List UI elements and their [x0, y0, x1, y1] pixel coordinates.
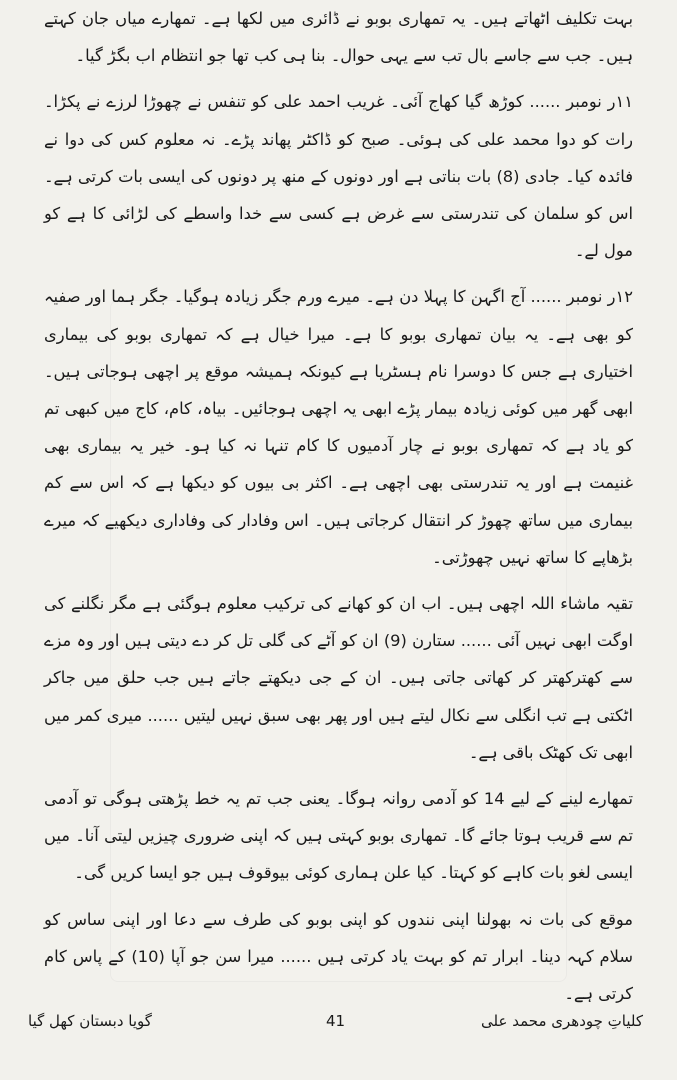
paragraph-6: موقع کی بات نہ بھولنا اپنی نندوں کو اپنی بوبو کی طرف سے دعا اور اپنی ساس کو سلام کہہ دینا۔ ابرار تم کو بہت یاد کرتی ہیں ...... میرا سن جو آپا (10) کے پاس کام کرتی ہے۔: [44, 909, 633, 1004]
page-number: 41: [325, 1012, 346, 1030]
paragraph-4: تقیہ ماشاء اللہ اچھی ہیں۔ اب ان کو کھانے کی ترکیب معلوم ہوگئی ہے مگر نگلنے کی اوگت ابھی نہیں آئی ...... ستارن (9) ان کو آٹے کی گلی تل کر دے دیتی ہیں اور وہ مزے سے کھترکھتر کر کھاتی جاتی ہیں۔ ان کے جی دیکھتے جاتے ہیں جب حلق میں جاکر اٹکتی ہے تب انگلی سے نکال لیتے ہیں اور پھر بھی سبق نہیں لیتیں ...... میری کمر میں ابھی تک کھٹک باقی ہے۔: [44, 594, 633, 762]
page-body-text: [44, 0, 633, 1012]
chapter-title: گویا دبستان کھل گیا: [28, 1012, 152, 1030]
paragraph-1: بہت تکلیف اٹھاتے ہیں۔ یہ تمھاری بوبو نے ڈائری میں لکھا ہے۔ تمھارے میاں جان کہتے ہیں۔ جب سے جاسے بال تب سے یہی حوال۔ بنا ہی کب تھا جو انتظام اب بگڑ گیا۔: [44, 9, 633, 66]
paragraph-5: تمھارے لینے کے لیے 14 کو آدمی روانہ ہوگا۔ یعنی جب تم یہ خط پڑھتی ہوگی تو آدمی تم سے قریب ہوتا جائے گا۔ تمھاری بوبو کہتی ہیں کہ اپنی ضروری چیزیں لیتی آنا۔ میں ایسی لغو بات کاہے کو کہتا۔ کیا علن ہماری کوئی بیوقوف ہیں جو ایسا کریں گی۔: [44, 789, 633, 883]
page-footer: [28, 1003, 643, 1039]
paragraph-2: ۱۱ر نومبر ...... کوڑھ گیا کھاج آئی۔ غریب احمد علی کو تنفس نے چھوڑا لرزے نے پکڑا۔ رات کو دوا محمد علی کی ہوئی۔ صبح کو ڈاکٹر پھاند پڑے۔ نہ معلوم کس کی دوا نے فائدہ کیا۔ جادی (8) بات بناتی ہے اور دونوں کے منھ پر دونوں کی ایسی بات کرتی ہے۔ اس کو سلمان کی تندرستی سے غرض ہے کسی سے خدا واسطے کی لڑائی کا ہے کو مول لے۔: [44, 92, 633, 261]
paragraph-3: ۱۲ر نومبر ...... آج اگہن کا پہلا دن ہے۔ میرے ورم جگر زیادہ ہوگیا۔ جگر ہما اور صفیہ کو بھی ہے۔ یہ بیان تمھاری بوبو کا ہے۔ میرا خیال ہے کہ تمھاری بوبو کی بیماری اختیاری ہے جس کا دوسرا نام ہسٹریا ہے کیونکہ ہمیشہ موقع پر اچھی ہوجاتی ہیں۔ ابھی گھر میں کوئی زیادہ بیمار پڑے ابھی یہ اچھی ہوجائیں۔ بیاہ، کام، کاج میں کبھی تم کو یاد ہے کہ تمھاری بوبو نے چار آدمیوں کا کام تنہا نہ کیا ہو۔ خیر یہ بیماری بھی غنیمت ہے اور یہ تندرستی بھی اچھی ہے۔ اکثر بی بیوں کو دیکھا ہے کہ اس سے کم بیماری میں ساتھ چھوڑ کر انتقال کرجاتی ہیں۔ اس وفادار کی وفاداری دیکھیے کہ میرے بڑھاپے کا ساتھ نہیں چھوڑتی۔: [44, 287, 633, 567]
book-title: کلیاتِ چودھری محمد علی: [481, 1012, 643, 1030]
